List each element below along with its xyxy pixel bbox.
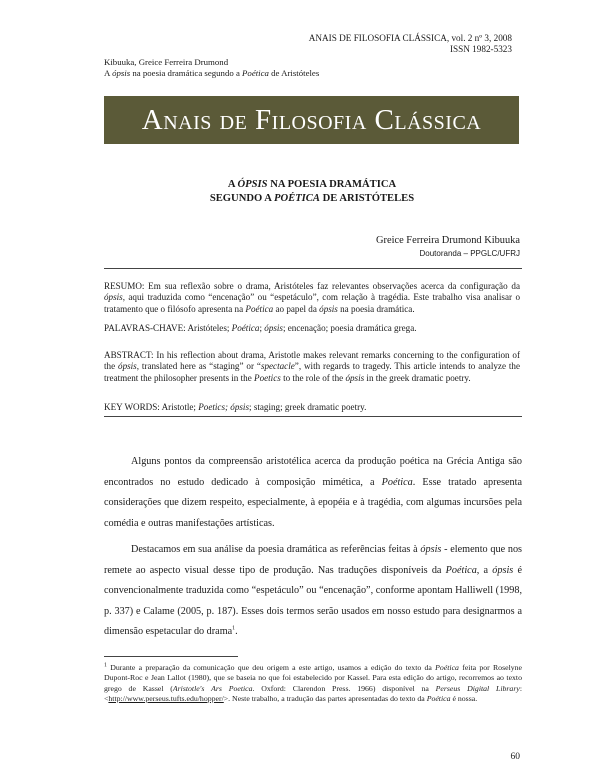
footnote: $^1$ Durante a preparação da comunicação que deu origem a este artigo, usamos a edição do texto da Poética feita por Roselyne Dupont-Roc e Jean Lallot (1980), que se baseia no que foi estabelecido por Kassel. Para esta edição do artigo, recorremos ao texto grego de Kassel (Aristotle's Ars Poetica. Oxford: Clarendon Press. 1966) disponível na Perseus Digital Library: <http://www.perseus.tufts.edu/hopper/>. Neste trabalho, a tradução das partes apresentadas do texto da Poética é nossa.: [104, 662, 523, 703]
footnote-divider: [104, 656, 238, 657]
issn: ISSN 1982-5323: [449, 44, 512, 54]
divider-top: [104, 268, 522, 269]
running-head: [104, 57, 319, 79]
author-affiliation: Doutoranda – PPGLC/UFRJ: [419, 249, 520, 258]
journal-info: [309, 33, 512, 55]
palavras-chave: PALAVRAS-CHAVE: Aristóteles; Poética; ópsis; encenação; poesia dramática grega.: [104, 323, 417, 333]
running-title: A ópsis na poesia dramática segundo a Poética de Aristóteles: [104, 68, 320, 78]
journal-banner: [104, 96, 519, 144]
author-name: Greice Ferreira Drumond Kibuuka: [376, 235, 520, 246]
key-words: KEY WORDS: Aristotle; Poetics; ópsis; staging; greek dramatic poetry.: [104, 402, 367, 412]
title-line-2: SEGUNDO A POÉTICA DE ARISTÓTELES: [209, 193, 415, 204]
title-line-1: A ÓPSIS NA POESIA DRAMÁTICA: [227, 179, 397, 190]
footnote-number: 1: [104, 662, 107, 669]
footnote-ref[interactable]: 1: [232, 625, 236, 632]
banner-title: Anais de Filosofia Clássica: [141, 103, 482, 136]
abstract-paragraph: ABSTRACT: In his reflection about drama, Aristotle makes relevant remarks concerning to the configuration of the ópsis, translated here as “staging” or “spectacle”, with regards to tragedy. This article intends to analyze the treatment the philosopher presents in the Poetics to the role of the ópsis in the greek dramatic poetry.: [104, 350, 520, 383]
perseus-link[interactable]: http://www.perseus.tufts.edu/hopper/: [108, 693, 224, 703]
article-title: [104, 178, 520, 206]
resumo-paragraph: RESUMO: Em sua reflexão sobre o drama, Aristóteles faz relevantes observações acerca da configuração da ópsis, aqui traduzida como “encenação” ou “espetáculo”, com relação à tragédia. Este trabalho visa analisar o tratamento que o filósofo apresenta na Poética ao papel da ópsis na poesia dramática.: [104, 281, 520, 314]
journal-line: ANAIS DE FILOSOFIA CLÁSSICA, vol. 2 nº 3, 2008: [308, 33, 512, 43]
divider-bottom: [104, 416, 522, 417]
body-paragraph-1: Alguns pontos da compreensão aristotélica acerca da produção poética na Grécia Antiga são encontrados no estudo dedicado à composição mimética, a Poética. Esse tratado apresenta considerações que dizem respeito, especialmente, à epopéia e à tragédia, com algumas incursões pela comédia e outras manifestações artísticas.: [104, 456, 522, 529]
page-number: 60: [510, 752, 520, 762]
running-author: Kibuuka, Greice Ferreira Drumond: [104, 57, 229, 67]
body-paragraph-2: Destacamos em sua análise da poesia dramática as referências feitas à ópsis - elemento que nos remete ao aspecto visual desse tipo de produção. Nas traduções disponíveis da Poética, a ópsis é convencionalmente traduzida como “espetáculo” ou “encenação”, conforme apontam Halliwell (1998, p. 337) e Calame (2005, p. 187). Esses dois termos serão usados em nosso estudo para designarmos a dimensão espetacular do drama$^1$.: [104, 544, 522, 637]
